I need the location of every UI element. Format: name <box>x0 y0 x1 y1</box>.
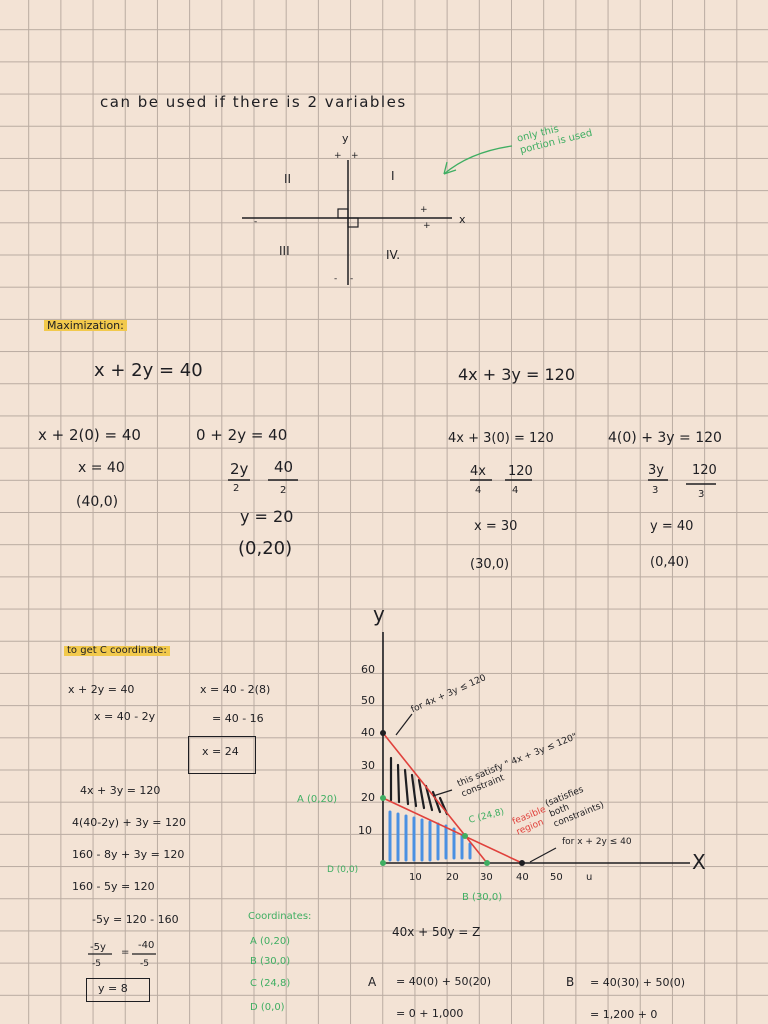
c-step-2: 4(40-2y) + 3y = 120 <box>72 816 186 829</box>
graph-y-tick-40: 40 <box>361 726 375 739</box>
c2y-line3: y = 40 <box>650 519 694 534</box>
c2x-line4: (30,0) <box>470 557 510 572</box>
quadrant-III-label: III <box>279 244 290 258</box>
graph-x-tick-20: 20 <box>446 872 459 883</box>
c2x-line1: 4x + 3(0) = 120 <box>448 431 554 446</box>
graph-axis-x-label: X <box>692 850 706 874</box>
leader-c2 <box>396 714 412 735</box>
graph-y-tick-50: 50 <box>361 694 375 707</box>
graph-x-tick-40: 40 <box>516 872 529 883</box>
objective-B-eq: = 40(30) + 50(0) <box>590 976 686 989</box>
graph-point-C-label: C (24,8) <box>467 807 506 826</box>
leader-c1 <box>530 848 556 862</box>
boxed-y: y = 8 <box>98 982 128 995</box>
c-step-4: 160 - 5y = 120 <box>72 880 155 893</box>
quadrant-note: only this portion is used <box>516 123 594 156</box>
sign-y-neg-1: - <box>334 274 338 284</box>
c-frac-num-right: -40 <box>138 940 155 951</box>
coordinate-A: A (0,20) <box>250 936 291 947</box>
point-dot-40 <box>380 730 386 736</box>
c1y-line1: 0 + 2y = 40 <box>196 426 288 444</box>
objective-A-next: = 0 + 1,000 <box>396 1007 464 1020</box>
sign-x-neg: - <box>254 217 258 227</box>
sign-x-pos-2: + <box>423 221 431 231</box>
graph-point-A-label: A (0,20) <box>297 794 338 805</box>
graph-axis-y-label: y <box>373 602 385 626</box>
c-left-2: x = 40 - 2y <box>94 710 156 723</box>
c2y-line1: 4(0) + 3y = 120 <box>608 430 722 446</box>
graph-y-tick-10: 10 <box>358 824 372 837</box>
sign-y-neg-2: - <box>350 274 354 284</box>
sign-x-pos-1: + <box>420 205 428 215</box>
c2x-frac-num-right: 120 <box>508 464 533 479</box>
objective-B-next: = 1,200 + 0 <box>590 1008 658 1021</box>
c1x-line2: x = 40 <box>78 460 125 476</box>
c2y-frac-num-right: 120 <box>692 463 717 478</box>
objective-expr: 40x + 50y = Z <box>392 925 481 939</box>
quadrant-I-label: I <box>391 169 395 183</box>
graph-point-B-label: B (30,0) <box>462 892 503 903</box>
intro-heading: can be used if there is 2 variables <box>100 93 407 111</box>
point-dot-A <box>380 795 386 801</box>
c-right-1: x = 40 - 2(8) <box>200 683 271 696</box>
graph-label-both: (satisfies both constraints) <box>544 784 606 830</box>
quadrant-axis-y-label: y <box>342 132 349 145</box>
coordinate-D: D (0,0) <box>250 1002 285 1013</box>
c1y-frac-den-left: 2 <box>233 483 240 494</box>
sign-y-pos-1: + <box>334 151 342 161</box>
point-dot-D <box>380 860 386 866</box>
graph-x-tick-10: 10 <box>409 872 422 883</box>
c2x-line3: x = 30 <box>474 519 518 534</box>
c-left-1: x + 2y = 40 <box>68 683 135 696</box>
c2y-frac-den-left: 3 <box>652 485 659 496</box>
c-frac-num-left: -5y <box>90 942 106 953</box>
quadrant-II-label: II <box>284 172 292 186</box>
quadrant-right-angle <box>338 209 348 218</box>
boxed-x: x = 24 <box>202 745 239 758</box>
quadrant-axis-x-label: x <box>459 213 466 226</box>
graph-label-x2y: for x + 2y ≤ 40 <box>562 837 632 847</box>
c2y-frac-den-right: 3 <box>698 489 705 500</box>
constraint-1: x + 2y = 40 <box>94 360 203 381</box>
graph-y-tick-60: 60 <box>361 663 375 676</box>
sign-y-pos-2: + <box>351 151 359 161</box>
c1y-line3: y = 20 <box>240 507 294 526</box>
point-dot-C <box>462 833 468 839</box>
graph-point-D-label: D (0,0) <box>327 865 359 875</box>
c2y-line4: (0,40) <box>650 555 690 570</box>
graph-y-tick-30: 30 <box>361 759 375 772</box>
c2x-frac-den-left: 4 <box>475 485 482 496</box>
graph-label-4x3y: for 4x + 3y ≤ 120 <box>409 673 488 716</box>
c-step-3: 160 - 8y + 3y = 120 <box>72 848 185 861</box>
c-coordinate-label: to get C coordinate: <box>64 646 170 656</box>
graph-x-tick-u: u <box>586 872 593 883</box>
c2x-frac-num-left: 4x <box>470 464 486 479</box>
c1x-line1: x + 2(0) = 40 <box>38 426 141 444</box>
c1y-frac-num-left: 2y <box>230 460 249 478</box>
point-dot-40x <box>519 860 525 866</box>
point-dot-B <box>484 860 490 866</box>
c-frac-eq: = <box>121 947 130 958</box>
objective-B-label: B <box>566 975 575 989</box>
graph-label-feasible: feasible region <box>511 804 548 838</box>
c1y-line4: (0,20) <box>238 538 293 559</box>
objective-A-eq: = 40(0) + 50(20) <box>396 975 492 988</box>
c1y-frac-num-right: 40 <box>274 458 294 476</box>
c-frac-den-right: -5 <box>140 959 149 969</box>
graph-x-tick-30: 30 <box>480 872 493 883</box>
c-step-1: 4x + 3y = 120 <box>80 784 161 797</box>
c2x-frac-den-right: 4 <box>512 485 519 496</box>
c2y-frac-num-left: 3y <box>648 463 664 478</box>
c1y-frac-den-right: 2 <box>280 485 287 496</box>
objective-A-label: A <box>368 975 377 989</box>
graph-label-black-hatch: this satisfy " 4x + 3y ≤ 120" constraint <box>456 731 579 800</box>
c-step-5: -5y = 120 - 160 <box>92 913 179 926</box>
coordinate-B: B (30,0) <box>250 956 291 967</box>
maximization-label: Maximization: <box>44 320 127 331</box>
c-frac-den-left: -5 <box>92 959 101 969</box>
c-right-2: = 40 - 16 <box>212 712 264 725</box>
coordinate-C: C (24,8) <box>250 978 291 989</box>
graph-y-tick-20: 20 <box>361 791 375 804</box>
graph-x-tick-50: 50 <box>550 872 563 883</box>
constraint-2: 4x + 3y = 120 <box>458 365 575 384</box>
green-arrow <box>444 146 512 174</box>
quadrant-right-angle-2 <box>348 218 358 227</box>
quadrant-IV-label: IV. <box>386 248 401 262</box>
c1x-line3: (40,0) <box>76 494 119 510</box>
leader-black <box>433 790 452 796</box>
coordinates-label: Coordinates: <box>248 911 312 922</box>
